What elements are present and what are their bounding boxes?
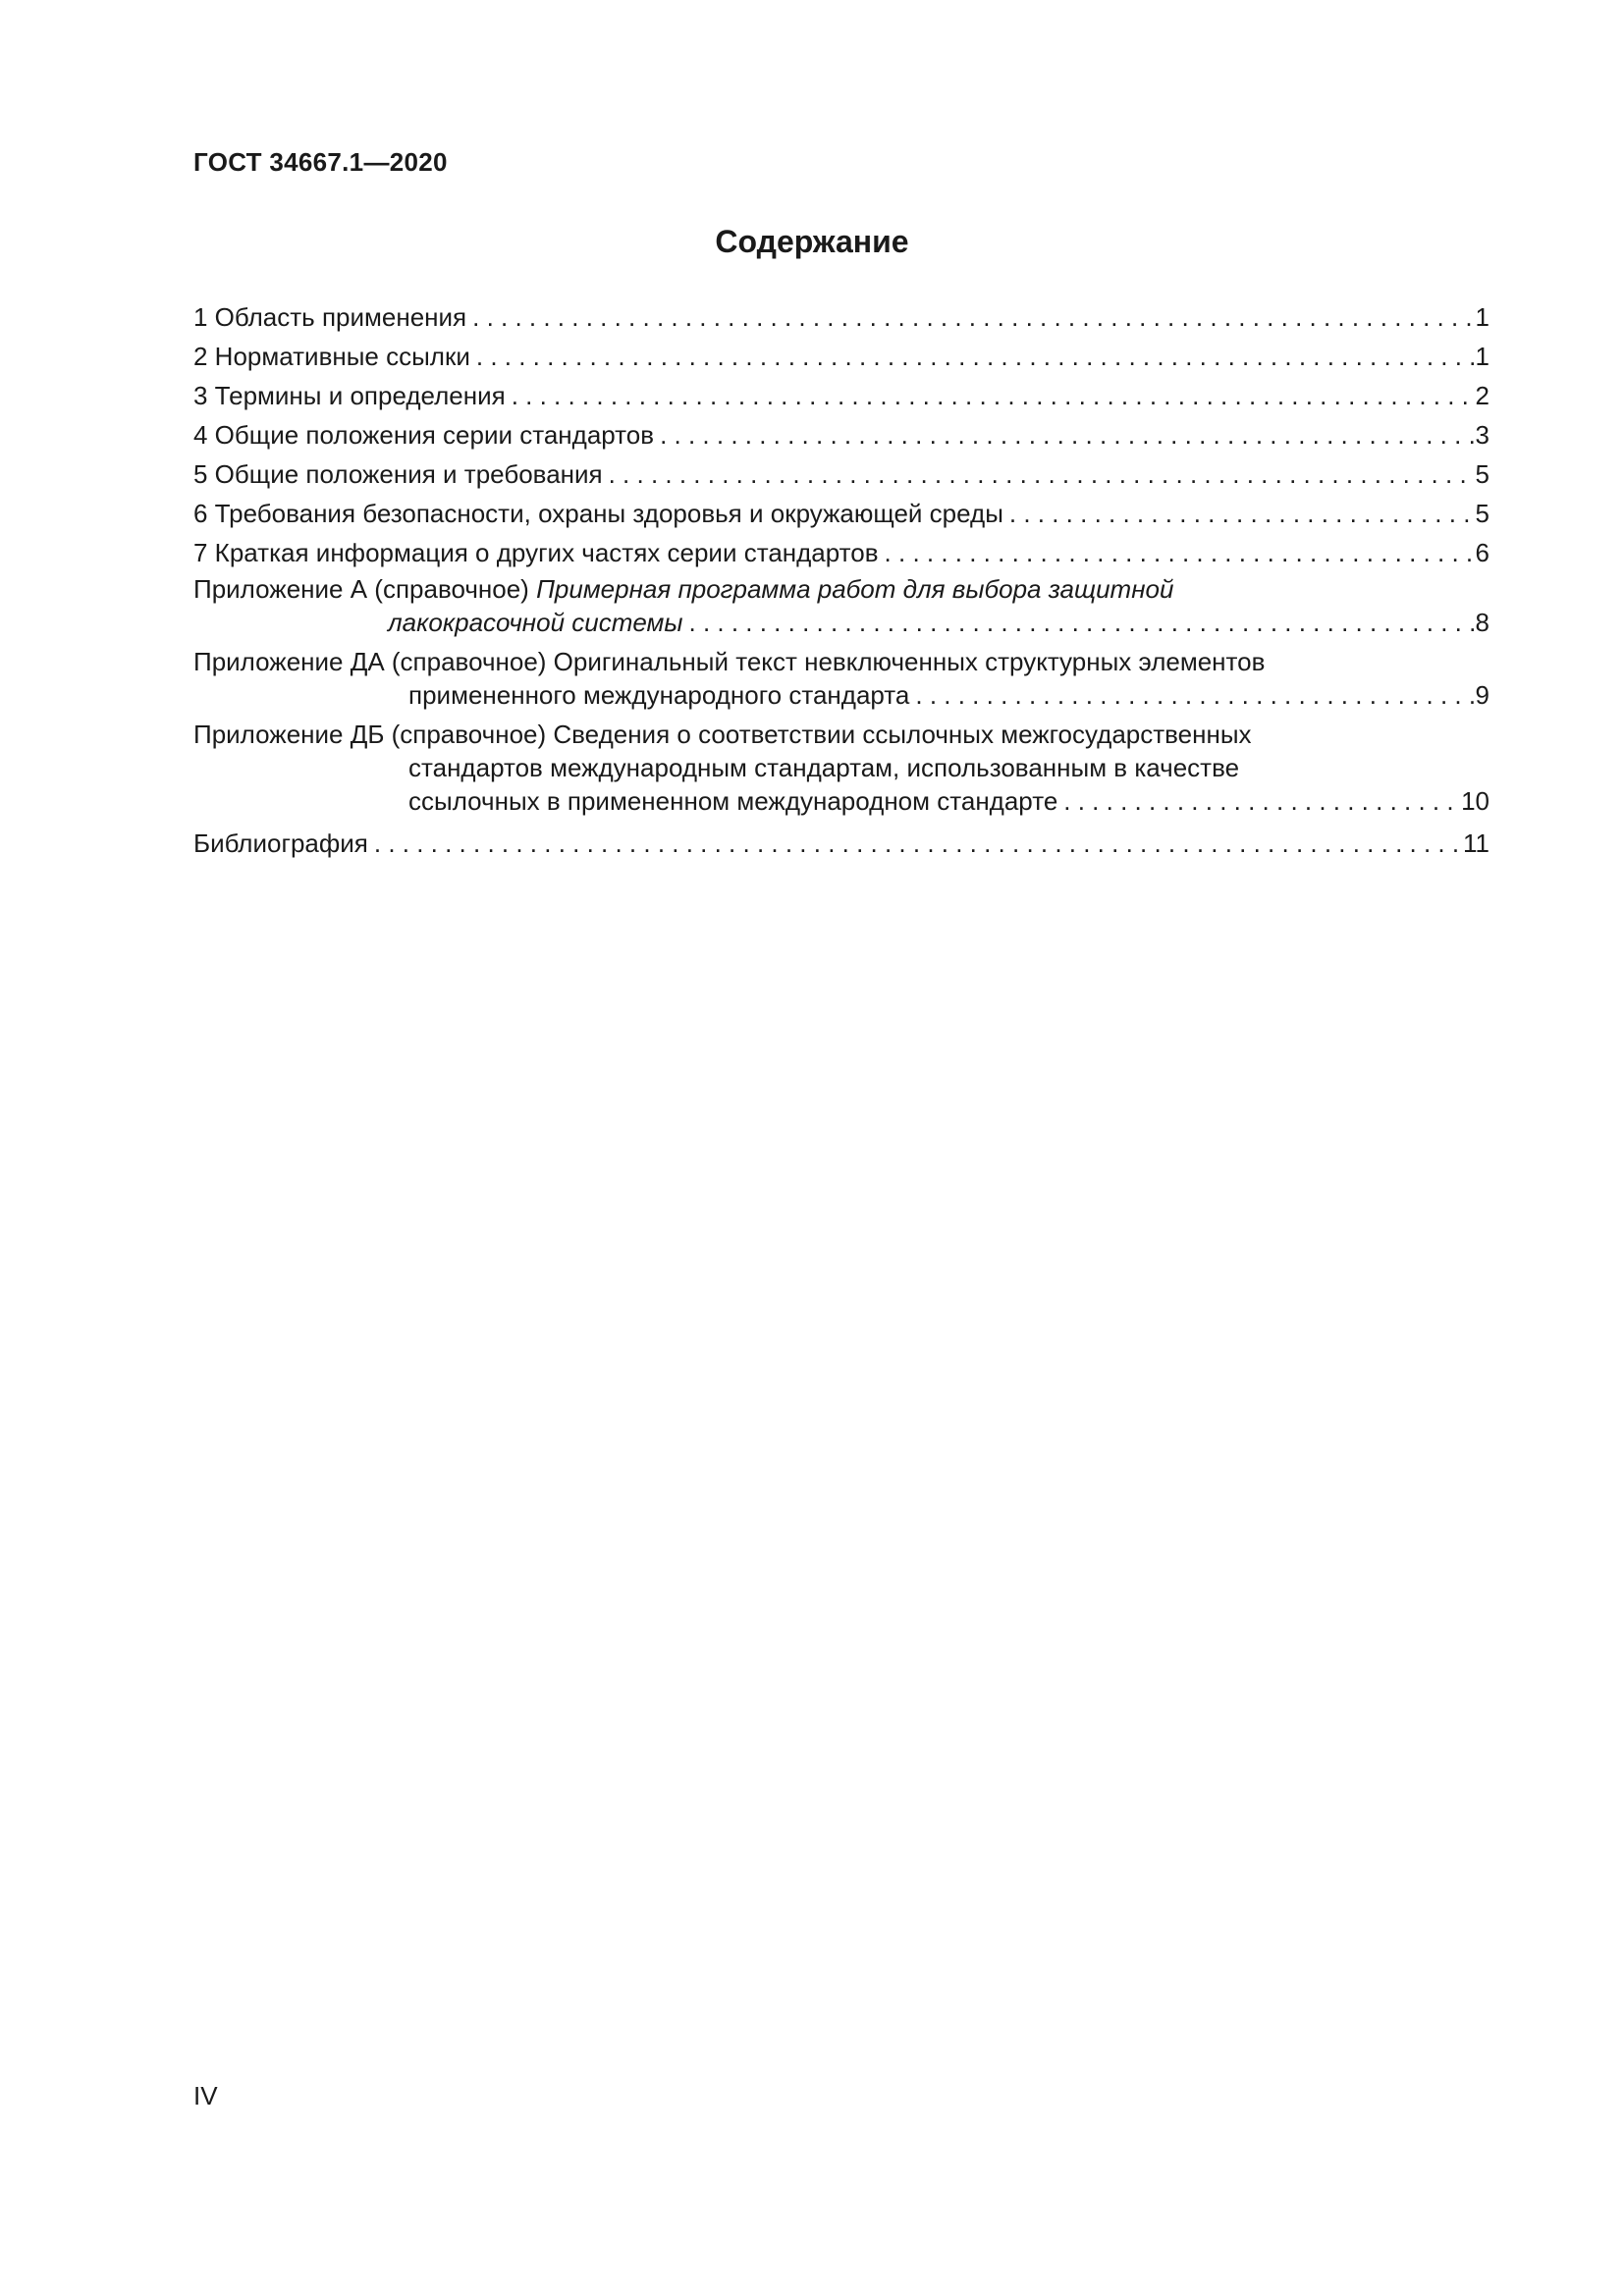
toc-leader-dots (512, 376, 1474, 415)
annex-title: Примерная программа работ для выбора защитной (536, 574, 1174, 604)
toc-entry-page: 3 (1475, 420, 1489, 450)
document-code: ГОСТ 34667.1—2020 (193, 147, 448, 177)
toc-entry-label-continued: ссылочных в примененном международном стандарте (408, 786, 1058, 816)
toc-entry-annex-db[interactable] (193, 718, 1489, 824)
toc-leader-dots (689, 606, 1474, 639)
toc-leader-dots (609, 454, 1474, 494)
toc-entry-bibliography[interactable] (193, 824, 1489, 863)
toc-entry-3[interactable] (193, 376, 1489, 415)
toc-entry-label: 5 Общие положения и требования (193, 459, 603, 489)
toc-entry-7[interactable] (193, 533, 1489, 572)
toc-entry-label (193, 572, 1173, 606)
toc-entry-6[interactable] (193, 494, 1489, 533)
toc-entry-5[interactable] (193, 454, 1489, 494)
toc-entry-page: 1 (1475, 302, 1489, 332)
toc-entry-4[interactable] (193, 415, 1489, 454)
toc-entry-label: 6 Требования безопасности, охраны здоровья и окружающей среды (193, 499, 1003, 528)
toc-entry-label: 7 Краткая информация о других частях серии стандартов (193, 538, 879, 567)
annex-title-continued: лакокрасочной системы (388, 608, 683, 637)
toc-entry-page: 11 (1463, 828, 1489, 858)
toc-entry-label: 1 Область применения (193, 302, 467, 332)
toc-title: Содержание (715, 224, 909, 259)
toc-entry-page: 9 (1475, 680, 1489, 710)
toc-leader-dots (472, 297, 1473, 337)
toc-entry-label: Библиография (193, 828, 368, 858)
toc-entry-2[interactable] (193, 337, 1489, 376)
toc-entry-label-continued: стандартов международным стандартам, использованным в качестве (408, 753, 1240, 782)
toc-entry-page: 8 (1475, 608, 1489, 637)
toc-entry-page: 5 (1475, 459, 1489, 489)
toc-leader-dots (374, 824, 1461, 863)
toc-leader-dots (885, 533, 1474, 572)
toc-entry-1[interactable] (193, 297, 1489, 337)
toc-leader-dots (915, 678, 1473, 712)
annex-prefix: Приложение А (справочное) (193, 574, 537, 604)
toc-leader-dots (1009, 494, 1474, 533)
toc-entry-label-continued: примененного международного стандарта (408, 680, 910, 710)
page-number: IV (193, 2081, 218, 2110)
toc-leader-dots (660, 415, 1473, 454)
toc-entry-label: 4 Общие положения серии стандартов (193, 420, 655, 450)
toc-leader-dots (1063, 784, 1459, 818)
toc-entry-annex-da[interactable] (193, 645, 1489, 718)
toc-entry-annex-a[interactable] (193, 572, 1489, 645)
toc-entry-page: 2 (1475, 381, 1489, 410)
toc-entry-page: 10 (1461, 786, 1489, 816)
table-of-contents (193, 297, 1489, 863)
toc-entry-page: 6 (1475, 538, 1489, 567)
toc-entry-label: 2 Нормативные ссылки (193, 342, 470, 371)
toc-entry-page: 1 (1475, 342, 1489, 371)
toc-entry-label: Приложение ДА (справочное) Оригинальный текст невключенных структурных элементов (193, 647, 1266, 676)
toc-entry-page: 5 (1475, 499, 1489, 528)
toc-entry-label: Приложение ДБ (справочное) Сведения о соответствии ссылочных межгосударственных (193, 720, 1252, 749)
toc-leader-dots (476, 337, 1474, 376)
toc-entry-label: 3 Термины и определения (193, 381, 506, 410)
